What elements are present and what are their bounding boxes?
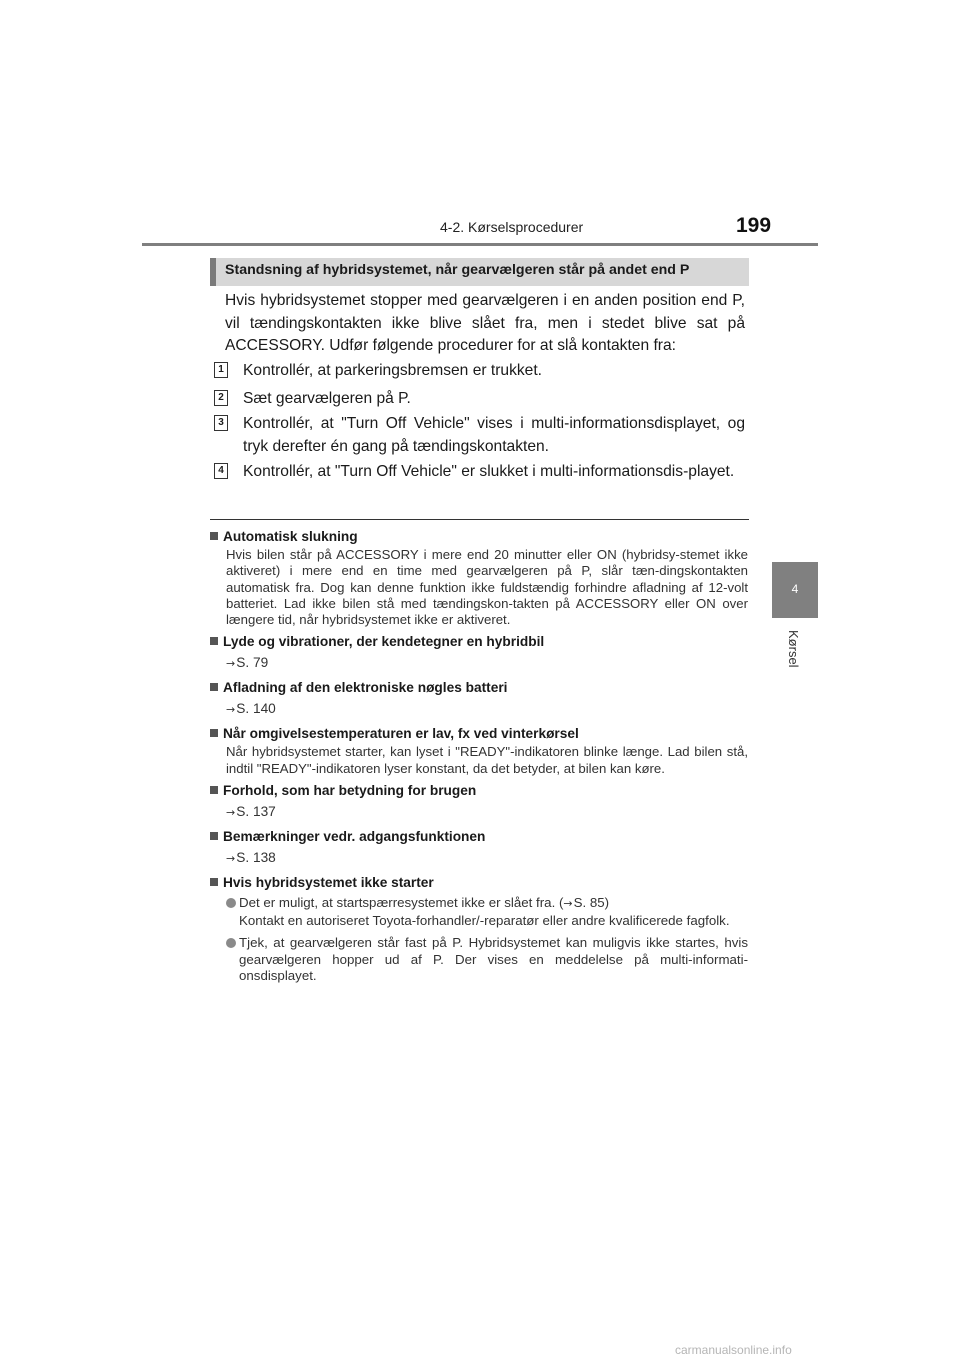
circle-bullet-icon — [226, 898, 236, 908]
step-number-badge: 2 — [214, 390, 228, 406]
page-reference: →S. 138 — [226, 850, 276, 866]
arrow-right-icon: → — [226, 657, 236, 671]
bullet-line: Det er muligt, at startspærresystemet ikke er slået fra. (→S. 85) — [239, 895, 610, 911]
square-bullet-icon — [210, 683, 218, 691]
step-number-badge: 1 — [214, 362, 228, 378]
square-bullet-icon — [210, 832, 218, 840]
note-low-temperature — [210, 724, 748, 777]
chapter-label: Kørsel — [786, 630, 801, 668]
bullet-item — [226, 895, 748, 929]
note-sounds — [210, 632, 748, 674]
chapter-number: 4 — [791, 582, 799, 596]
square-bullet-icon — [210, 878, 218, 886]
step-text: Kontrollér, at parkeringsbremsen er trukket. — [243, 362, 543, 379]
step-text: Kontrollér, at "Turn Off Vehicle" vises i multi-informationsdisplayet, og tryk derefter én gang på tændingskontakten. — [243, 415, 745, 455]
step-number-badge: 3 — [214, 415, 228, 431]
arrow-right-icon: → — [226, 806, 236, 820]
note-automatic-off — [210, 527, 748, 628]
note-heading: Afladning af den elektroniske nøgles batteri — [210, 678, 748, 698]
page-number: 199 — [736, 214, 772, 237]
section-title: 4-2. Kørselsprocedurer — [440, 219, 584, 235]
page-reference: →S. 137 — [226, 804, 276, 820]
main-title-bar — [210, 258, 749, 286]
main-title: Standsning af hybridsystemet, når gearvælgeren står på andet end P — [225, 262, 690, 278]
chapter-tab — [772, 562, 818, 618]
intro-paragraph: Hvis hybridsystemet stopper med gearvælgeren i en anden position end P, vil tændingskontakten ikke blive slået fra, men i stedet blive sat på ACCESSORY. Udfør følgende procedurer for at slå kontakten fra: — [225, 292, 745, 354]
step-text: Kontrollér, at "Turn Off Vehicle" er slukket i multi-informationsdis-playet. — [243, 463, 735, 480]
square-bullet-icon — [210, 532, 218, 540]
bullet-item — [226, 935, 748, 985]
step-text: Sæt gearvælgeren på P. — [243, 390, 411, 407]
square-bullet-icon — [210, 637, 218, 645]
arrow-right-icon: → — [226, 852, 236, 866]
bullet-text: Tjek, at gearvælgeren står fast på P. Hybridsystemet kan muligvis ikke startes, hvis gearvælgeren hopper ud af P. Der vises en meddelelse på multi-informati-onsdisplayet. — [239, 935, 748, 984]
step-number-badge: 4 — [214, 463, 228, 479]
notes-section — [210, 527, 748, 991]
header-divider — [142, 243, 818, 246]
note-heading: Automatisk slukning — [210, 527, 748, 547]
page-reference: →S. 79 — [226, 655, 269, 671]
note-usage — [210, 781, 748, 823]
arrow-right-icon: → — [563, 897, 573, 911]
note-heading: Bemærkninger vedr. adgangsfunktionen — [210, 827, 748, 847]
note-heading: Forhold, som har betydning for brugen — [210, 781, 748, 801]
bullet-line: Kontakt en autoriseret Toyota-forhandler/-reparatør eller andre kvalificerede fagfolk. — [239, 912, 730, 928]
note-heading: Lyde og vibrationer, der kendetegner en hybridbil — [210, 632, 748, 652]
notes-divider — [210, 519, 749, 520]
note-body: Når hybridsystemet starter, kan lyset i "READY"-indikatoren blinke længe. Lad bilen stå, indtil "READY"-indikatoren lyser konstant, da det betyder, at bilen kan køre. — [226, 744, 748, 776]
note-access-function — [210, 827, 748, 869]
note-heading: Når omgivelsestemperaturen er lav, fx ved vinterkørsel — [210, 724, 748, 744]
note-body: Hvis bilen står på ACCESSORY i mere end 20 minutter eller ON (hybridsy-stemet ikke aktiveret) i mere end en time med gearvælgeren på P, slår tæn-dingskontakten automatisk fra. Dog kan denne funktion ikke fuldstændig forhindre afladning af 12-volt batteriet. Lad ikke bilen stå med tændingskon-takten på ACCESSORY eller ON over længere tid, når hybridsystemet ikke er aktiveret. — [226, 547, 748, 628]
arrow-right-icon: → — [226, 703, 236, 717]
note-no-start — [210, 873, 748, 985]
watermark: carmanualsonline.info — [675, 1343, 792, 1357]
square-bullet-icon — [210, 729, 218, 737]
square-bullet-icon — [210, 786, 218, 794]
note-key-battery — [210, 678, 748, 720]
note-heading: Hvis hybridsystemet ikke starter — [210, 873, 748, 893]
circle-bullet-icon — [226, 938, 236, 948]
page-reference: →S. 140 — [226, 701, 276, 717]
